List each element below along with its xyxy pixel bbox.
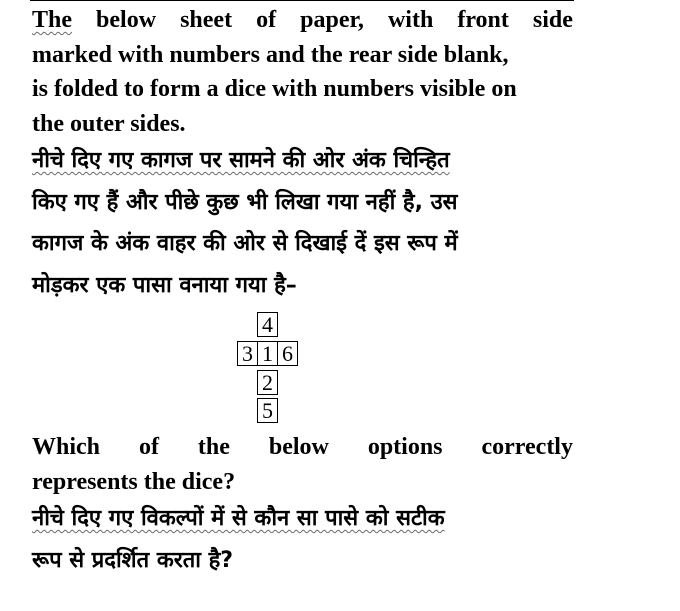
word: below: [268, 434, 329, 460]
word: sheet: [180, 7, 233, 33]
question-hindi: [32, 140, 573, 306]
net-cell-below: 2: [257, 370, 278, 395]
net-cell-top: 4: [257, 312, 278, 337]
word: front: [457, 7, 509, 33]
net-cell-bottom: 5: [257, 398, 278, 423]
prompt-hindi: [32, 498, 573, 581]
question-en-line-1: [32, 3, 573, 38]
question-en-line-3: is folded to form a dice with numbers visible on: [32, 76, 517, 102]
prompt-en-line-2: represents the dice?: [32, 468, 236, 495]
question-en-line-4: the outer sides.: [32, 110, 186, 137]
prompt-hi-line-1-text: नीचे दिए गए विकल्पों में से कौन सा पासे को सटीक: [32, 506, 445, 531]
net-cell-center: 1: [257, 341, 278, 366]
word: below: [96, 7, 157, 33]
prompt-english: [32, 430, 573, 499]
word: Which: [32, 434, 101, 460]
question-hi-line-3: कागज के अंक वाहर की ओर से दिखाई दें इस रूप में: [32, 231, 458, 256]
prompt-hi-line-2: रूप से प्रदर्शित करता है?: [32, 547, 234, 573]
question-hi-line-2: किए गए हैं और पीछे कुछ भी लिखा गया नहीं है, उस: [32, 189, 458, 215]
word: of: [138, 434, 159, 460]
question-en-line-2: marked with numbers and the rear side blank,: [32, 41, 509, 68]
question-english: [32, 3, 573, 141]
word: paper,: [300, 7, 364, 33]
word: side: [532, 7, 573, 33]
word: the: [197, 434, 230, 460]
prompt-en-line-1: [32, 430, 573, 465]
top-border-rule: [30, 0, 574, 1]
prompt-hi-line-1: [32, 498, 573, 540]
word: options: [367, 434, 443, 460]
net-cell-left: 3: [237, 341, 258, 366]
question-hi-line-4: मोड़कर एक पासा वनाया गया है–: [32, 272, 297, 298]
word: of: [256, 7, 277, 33]
word: correctly: [481, 434, 573, 460]
question-hi-line-1-text: नीचे दिए गए कागज पर सामने की ओर अंक चिन्हित: [32, 148, 450, 173]
net-cell-right: 6: [277, 341, 298, 366]
word-the: The: [32, 7, 73, 33]
question-hi-line-1: [32, 140, 573, 182]
word: with: [387, 7, 434, 33]
dice-net-diagram: [231, 312, 303, 424]
